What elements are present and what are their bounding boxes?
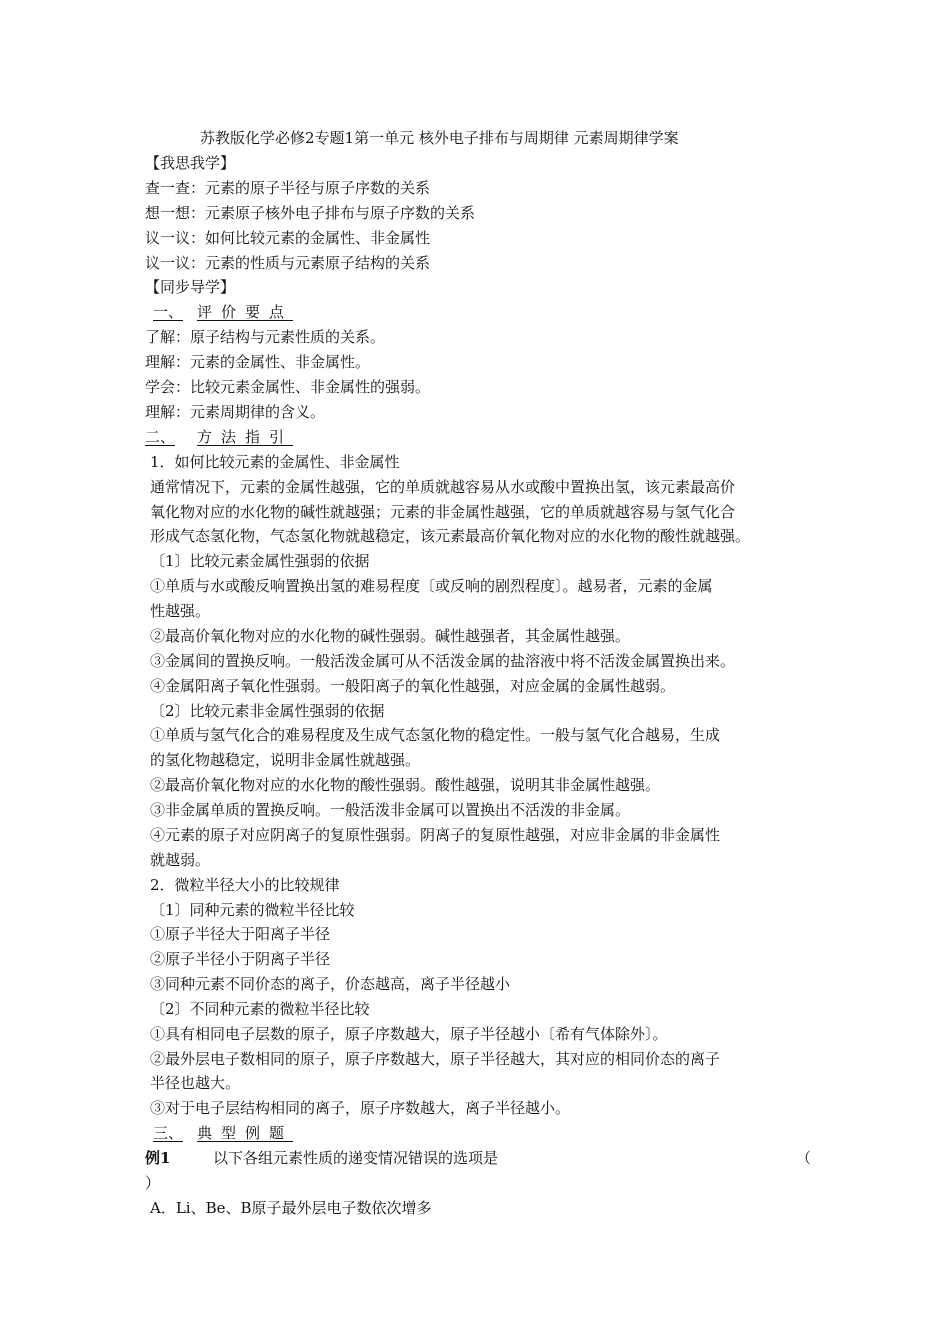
section-heading-guide: 【同步导学】 xyxy=(145,278,236,296)
part2-line: 〔1〕同种元素的微粒半径比较 xyxy=(150,901,355,919)
part2-line: ②最高价氧化物对应的水化物的碱性强弱。碱性越强者，其金属性越强。 xyxy=(150,627,631,645)
part2-line: 2．微粒半径大小的比较规律 xyxy=(150,876,340,894)
part2-line: ①具有相同电子层数的原子，原子序数越大，原子半径越小〔希有气体除外〕。 xyxy=(150,1025,668,1043)
part2-line: 〔1〕比较元素金属性强弱的依据 xyxy=(150,552,370,570)
example1-question: 以下各组元素性质的递变情况错误的选项是 xyxy=(213,1149,499,1167)
part1-item: 学会：比较元素金属性、非金属性的强弱。 xyxy=(145,378,431,396)
part2-line: 就越弱。 xyxy=(150,851,211,869)
part3-heading-number: 三、 xyxy=(153,1124,184,1142)
part1-item: 理解：元素周期律的含义。 xyxy=(145,403,326,421)
part2-line: ③非金属单质的置换反响。一般活泼非金属可以置换出不活泼的非金属。 xyxy=(150,801,631,819)
think-item: 议一议：如何比较元素的金属性、非金属性 xyxy=(145,229,431,247)
part2-line: ①单质与水或酸反响置换出氢的难易程度〔或反响的剧烈程度〕。越易者，元素的金属 xyxy=(150,577,713,595)
part2-line: 半径也越大。 xyxy=(150,1074,241,1092)
part2-line: 〔2〕不同种元素的微粒半径比较 xyxy=(150,1000,370,1018)
part2-line: ③金属间的置换反响。一般活泼金属可从不活泼金属的盐溶液中将不活泼金属置换出来。 xyxy=(150,652,736,670)
part2-line: ①原子半径大于阳离子半径 xyxy=(150,925,331,943)
part2-line: 的氢化物越稳定，说明非金属性就越强。 xyxy=(150,751,421,769)
part2-line: ④元素的原子对应阴离子的复原性强弱。阴离子的复原性越强，对应非金属的非金属性 xyxy=(150,826,721,844)
part2-line: 性越强。 xyxy=(150,602,211,620)
part1-heading-text: 评价要点 xyxy=(197,303,294,321)
page-title: 苏教版化学必修2专题1第一单元 核外电子排布与周期律 元素周期律学案 xyxy=(200,129,679,147)
section-heading-think: 【我思我学】 xyxy=(145,154,236,172)
part3-heading-text: 典型例题 xyxy=(197,1124,294,1142)
part2-line: 〔2〕比较元素非金属性强弱的依据 xyxy=(150,702,385,720)
part2-line: ②最高价氧化物对应的水化物的酸性强弱。酸性越强，说明其非金属性越强。 xyxy=(150,776,661,794)
part2-line: 通常情况下，元素的金属性越强，它的单质就越容易从水或酸中置换出氢，该元素最高价 xyxy=(150,478,736,496)
example1-option-a: A．Li、Be、B原子最外层电子数依次增多 xyxy=(150,1199,432,1217)
example1-label: 例1 xyxy=(145,1149,171,1167)
part2-line: ④金属阳离子氧化性强弱。一般阳离子的氧化性越强，对应金属的金属性越弱。 xyxy=(150,677,676,695)
part2-line: ③同种元素不同价态的离子，价态越高，离子半径越小 xyxy=(150,975,511,993)
part2-line: ②原子半径小于阴离子半径 xyxy=(150,950,331,968)
part2-line: ③对于电子层结构相同的离子，原子序数越大，离子半径越小。 xyxy=(150,1099,571,1117)
part2-line: ①单质与氢气化合的难易程度及生成气态氢化物的稳定性。一般与氢气化合越易，生成 xyxy=(150,726,721,744)
part2-line: 1．如何比较元素的金属性、非金属性 xyxy=(150,453,400,471)
part1-item: 了解：原子结构与元素性质的关系。 xyxy=(145,328,386,346)
example1-answer-paren-open: （ xyxy=(796,1149,812,1167)
part3-heading xyxy=(145,1123,293,1145)
part2-heading-text: 方法指引 xyxy=(197,428,294,446)
think-item: 想一想：元素原子核外电子排布与原子序数的关系 xyxy=(145,204,476,222)
example1-answer-paren-close: ） xyxy=(145,1174,161,1192)
part1-heading xyxy=(145,302,293,324)
part1-item: 理解：元素的金属性、非金属性。 xyxy=(145,353,371,371)
think-item: 议一议：元素的性质与元素原子结构的关系 xyxy=(145,254,431,272)
part2-heading-number: 二、 xyxy=(145,428,176,446)
part2-line: 形成气态氢化物，气态氢化物就越稳定，该元素最高价氧化物对应的水化物的酸性就越强。 xyxy=(150,527,751,545)
think-item: 查一查：元素的原子半径与原子序数的关系 xyxy=(145,179,431,197)
part2-line: ②最外层电子数相同的原子，原子序数越大，原子半径越大，其对应的相同价态的离子 xyxy=(150,1050,721,1068)
part1-heading-number: 一、 xyxy=(153,303,184,321)
part2-heading xyxy=(145,427,293,449)
part2-line: 氧化物对应的水化物的碱性就越强；元素的非金属性越强，它的单质就越容易与氢气化合 xyxy=(150,503,736,521)
